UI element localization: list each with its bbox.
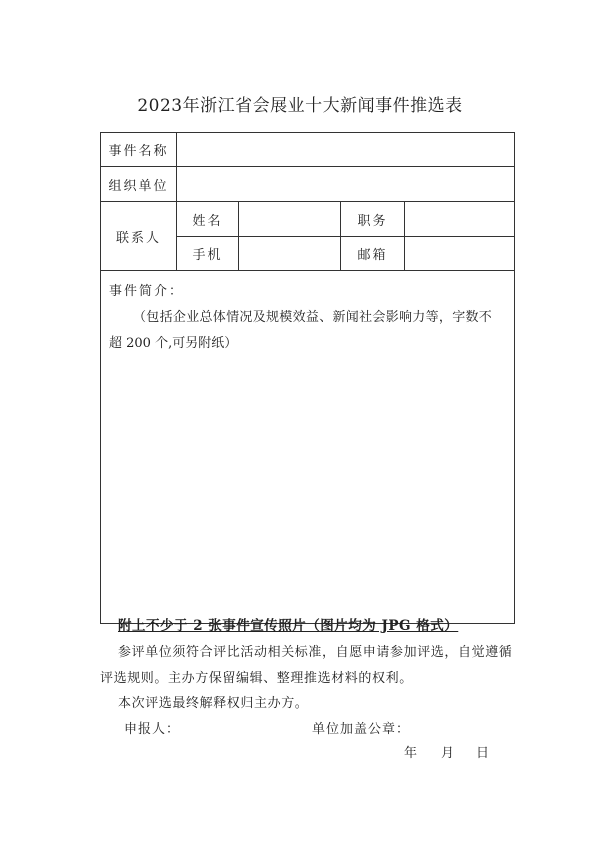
- position-label: 职务: [341, 202, 405, 237]
- applicant-label: 申报人：: [124, 722, 181, 737]
- rules-paragraph-line1: 参评单位须符合评比活动相关标准，自愿申请参加评选，自觉遵循: [118, 645, 513, 660]
- date-month-label: 月: [441, 746, 455, 761]
- position-field[interactable]: [405, 202, 515, 237]
- email-label: 邮箱: [341, 237, 405, 271]
- email-field[interactable]: [405, 237, 515, 271]
- page-title: 2023年浙江省会展业十大新闻事件推选表: [137, 96, 463, 116]
- contact-label: 联系人: [101, 202, 177, 271]
- summary-label: 事件简介：: [109, 284, 185, 299]
- rights-paragraph: 本次评选最终解释权归主办方。: [118, 696, 309, 711]
- attachment-note: 附上不少于 2 张事件宣传照片（图片均为 JPG 格式）: [118, 618, 459, 634]
- event-summary-field[interactable]: [101, 271, 515, 624]
- phone-field[interactable]: [239, 237, 341, 271]
- event-name-label: 事件名称: [101, 133, 177, 167]
- event-name-field[interactable]: [177, 133, 515, 167]
- nomination-form-table: [100, 132, 515, 624]
- seal-label: 单位加盖公章：: [312, 722, 411, 737]
- date-day-label: 日: [476, 746, 490, 761]
- name-field[interactable]: [239, 202, 341, 237]
- organizer-label: 组织单位: [101, 167, 177, 202]
- rules-paragraph-line2: 评选规则。主办方保留编辑、整理推选材料的权利。: [100, 671, 413, 686]
- date-year-label: 年: [404, 746, 418, 761]
- summary-hint-line1: （包括企业总体情况及规模效益、新闻社会影响力等，字数不: [133, 310, 493, 325]
- organizer-field[interactable]: [177, 167, 515, 202]
- summary-hint-line2: 超 200 个,可另附纸）: [109, 336, 238, 351]
- phone-label: 手机: [177, 237, 239, 271]
- name-label: 姓名: [177, 202, 239, 237]
